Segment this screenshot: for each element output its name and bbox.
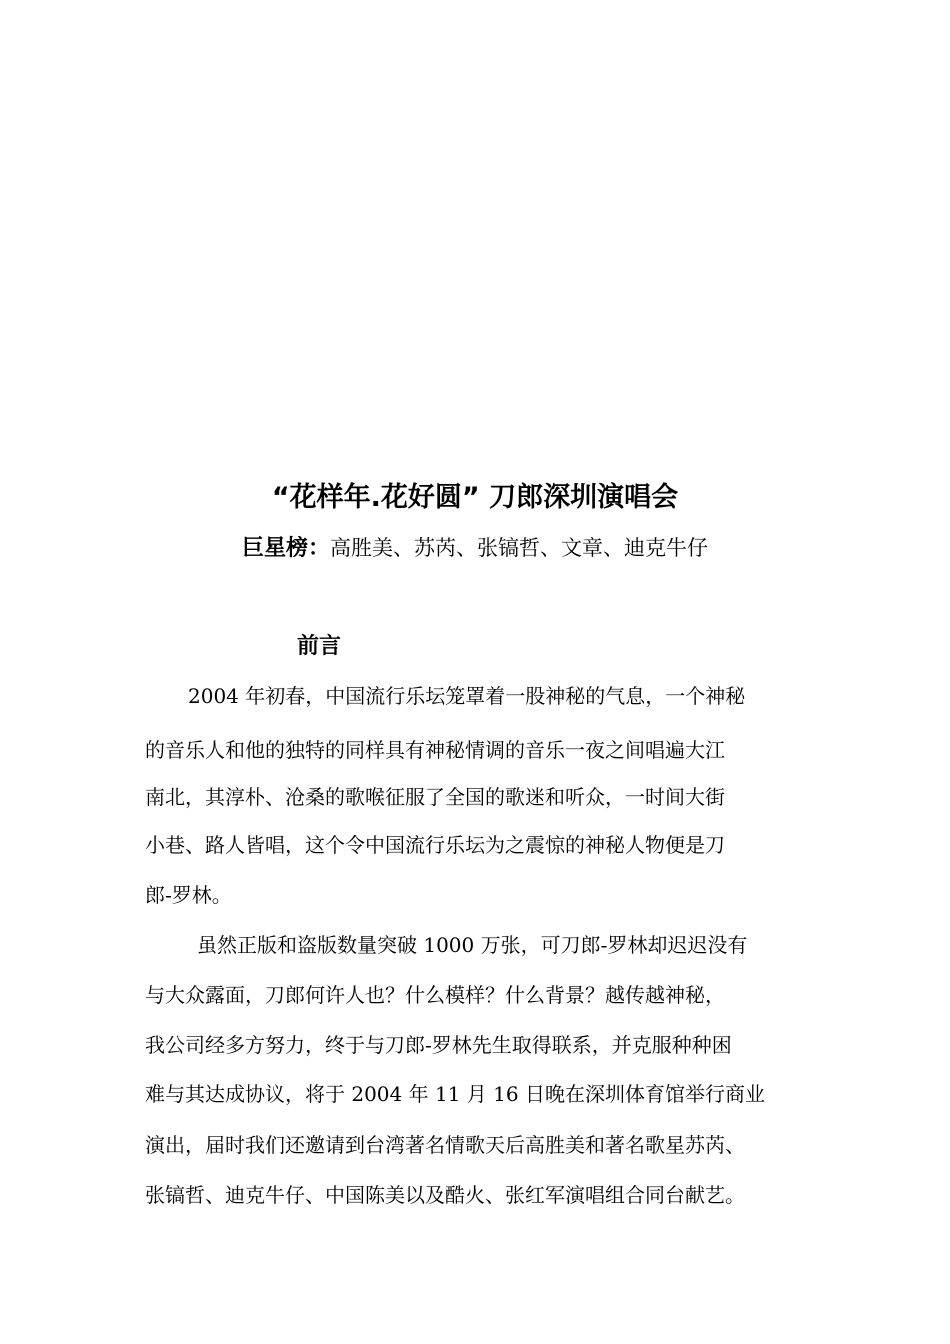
preface-heading: 前言 xyxy=(297,634,342,659)
paragraph-line: 2004 年初春，中国流行乐坛笼罩着一股神秘的气息，一个神秘 xyxy=(188,684,746,708)
paragraph-line: 我公司经多方努力，终于与刀郎-罗林先生取得联系，并克服种种困 xyxy=(145,1033,732,1057)
paragraph-line: 的音乐人和他的独特的同样具有神秘情调的音乐一夜之间唱遍大江 xyxy=(145,738,725,762)
star-lineup-names: 高胜美、苏芮、张镐哲、文章、迪克牛仔 xyxy=(330,536,708,560)
paragraph-line: 张镐哲、迪克牛仔、中国陈美以及酷火、张红军演唱组合同台献艺。 xyxy=(145,1183,745,1207)
concert-title: “花样年.花好圆” 刀郎深圳演唱会 xyxy=(271,482,679,513)
star-lineup-label: 巨星榜： xyxy=(241,536,330,561)
paragraph-line: 虽然正版和盗版数量突破 1000 万张，可刀郎-罗林却迟迟没有 xyxy=(197,933,748,957)
paragraph-line: 小巷、路人皆唱，这个令中国流行乐坛为之震惊的神秘人物便是刀 xyxy=(145,833,725,857)
paragraph-line: 南北，其淳朴、沧桑的歌喉征服了全国的歌迷和听众，一时间大街 xyxy=(145,785,725,809)
paragraph-line: 难与其达成协议，将于 2004 年 11 月 16 日晚在深圳体育馆举行商业 xyxy=(145,1082,765,1106)
paragraph-line: 演出，届时我们还邀请到台湾著名情歌天后高胜美和著名歌星苏芮、 xyxy=(145,1133,745,1157)
paragraph-line: 与大众露面，刀郎何许人也？什么模样？什么背景？越传越神秘， xyxy=(145,983,725,1007)
star-lineup xyxy=(0,532,950,565)
paragraph-line: 郎-罗林。 xyxy=(145,883,232,907)
